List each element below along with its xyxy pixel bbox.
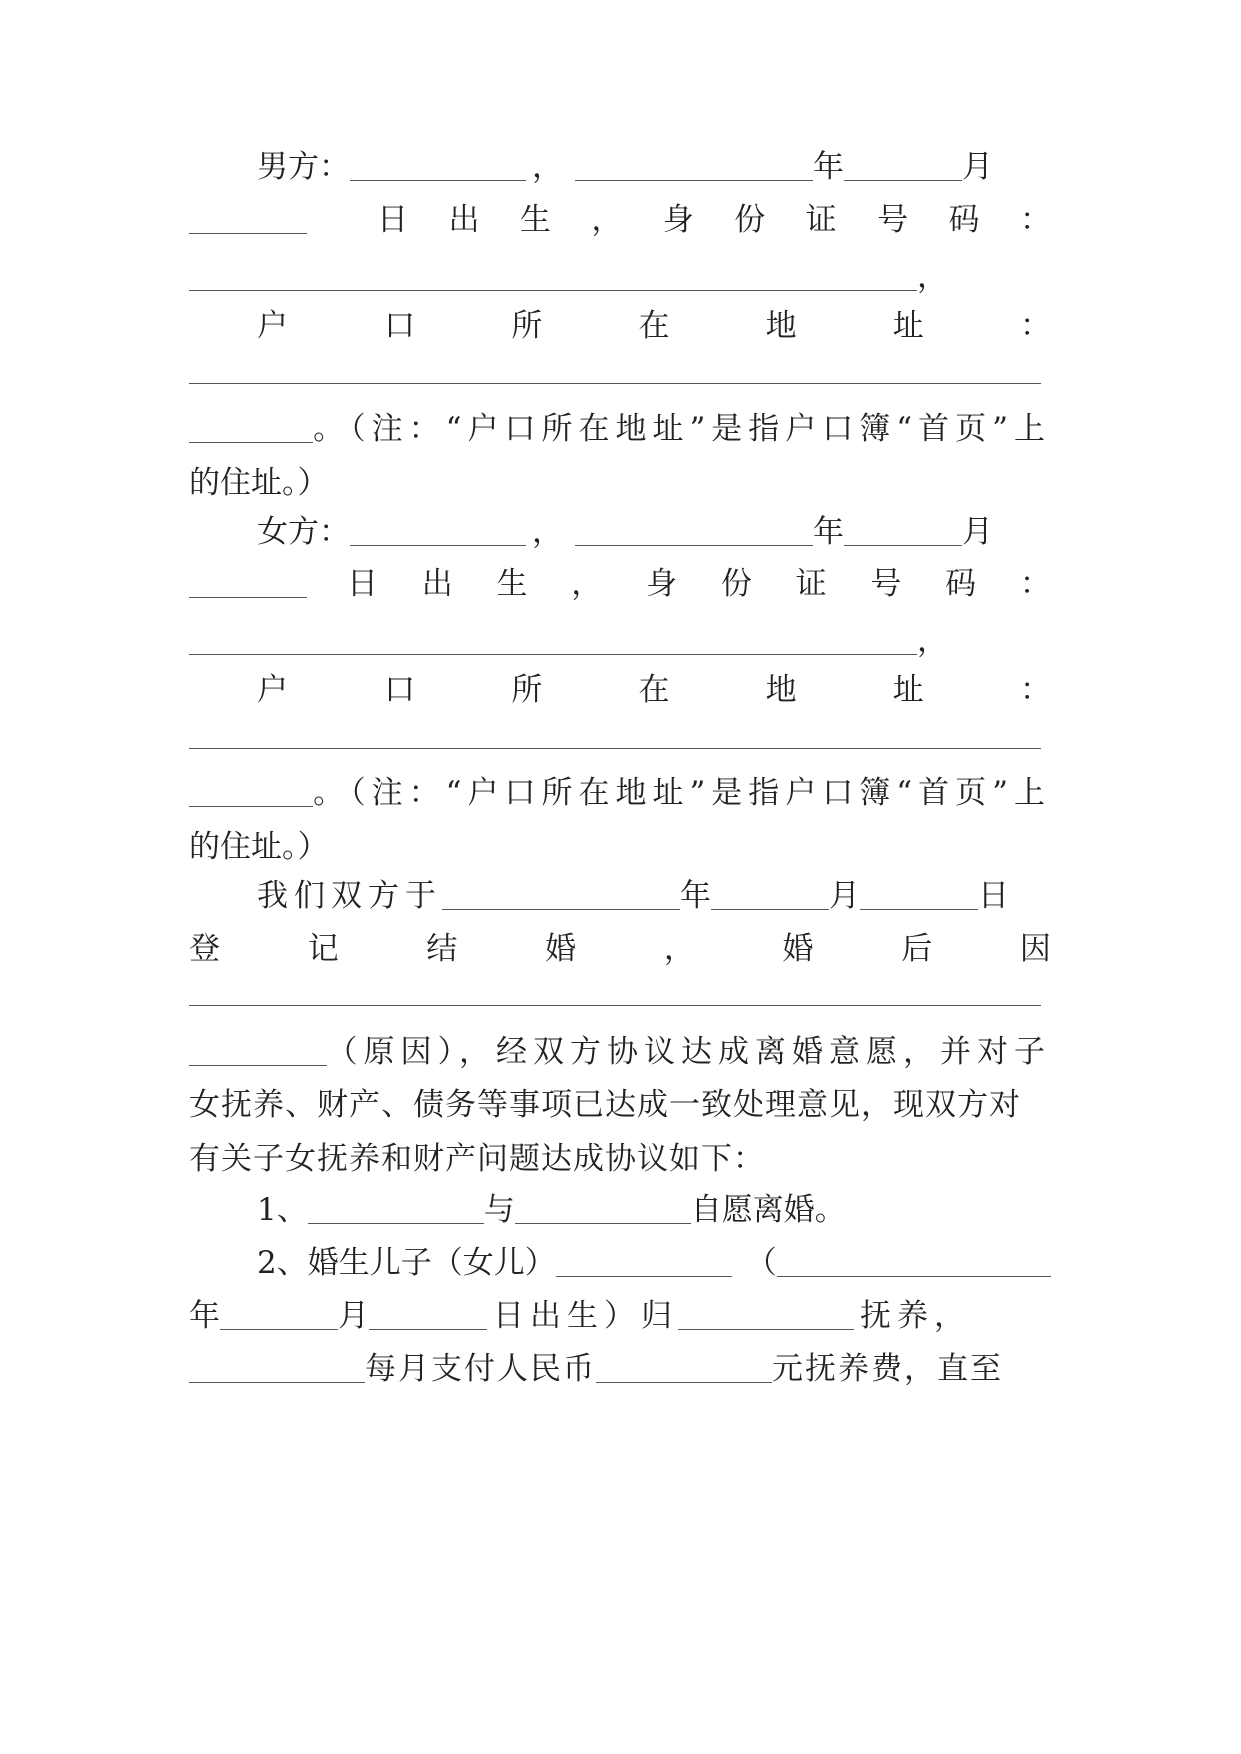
clause-1-number: 1、 xyxy=(257,1192,308,1228)
male-comma: ， xyxy=(532,149,563,185)
marriage-reason-intro xyxy=(189,920,1051,978)
female-name-blank[interactable] xyxy=(350,543,526,546)
female-month-label: 月 xyxy=(962,514,993,550)
clause-2-child-name-blank[interactable] xyxy=(556,1274,732,1277)
clause-1-with: 与 xyxy=(483,1192,515,1228)
char: ： xyxy=(1019,308,1051,344)
clause-2-raise: 抚养， xyxy=(860,1298,971,1334)
male-note-end: 的住址。） xyxy=(189,465,329,501)
male-address-end-blank[interactable] xyxy=(189,440,313,443)
clause-2-head: 2、婚生儿子（女儿） xyxy=(257,1245,556,1281)
male-year-label: 年 xyxy=(813,149,844,185)
clause-2-line-1 xyxy=(257,1234,1051,1292)
male-note-text: 。（注：“户口所在地址”是指户口簿“首页”上 xyxy=(313,411,1051,447)
marriage-line-3: 有关子女抚养和财产问题达成协议如下： xyxy=(189,1141,765,1177)
male-month-label: 月 xyxy=(962,149,993,185)
female-address-end-blank[interactable] xyxy=(189,804,313,807)
female-note-line xyxy=(189,764,1051,822)
marriage-reason-blank[interactable] xyxy=(189,1005,1041,1006)
male-address-blank[interactable] xyxy=(189,383,1041,384)
male-id-comma: ， xyxy=(917,259,948,295)
char: 记 xyxy=(307,931,339,967)
char: 身 xyxy=(646,566,678,602)
char: 结 xyxy=(426,931,458,967)
char: 日 xyxy=(377,202,408,238)
female-address-label-line xyxy=(257,661,1051,719)
char: 口 xyxy=(384,672,416,708)
char: 登 xyxy=(189,931,220,967)
female-birth-day-blank[interactable] xyxy=(189,595,307,598)
male-birth-line xyxy=(189,191,1051,249)
char: 地 xyxy=(765,672,797,708)
char: 出 xyxy=(448,202,480,238)
marriage-month-label: 月 xyxy=(829,878,860,914)
char: ： xyxy=(1019,672,1051,708)
clause-2-birth-day-blank[interactable] xyxy=(369,1327,487,1330)
marriage-reason-end-blank[interactable] xyxy=(189,1063,327,1066)
marriage-date-line xyxy=(257,867,1051,925)
char: 户 xyxy=(257,672,288,708)
male-id-blank[interactable] xyxy=(189,288,917,291)
female-note-text: 。（注：“户口所在地址”是指户口簿“首页”上 xyxy=(313,775,1051,811)
char: 所 xyxy=(511,308,543,344)
female-year-label: 年 xyxy=(813,514,844,550)
marriage-reason-line xyxy=(189,1023,1051,1081)
marriage-intro: 我们双方于 xyxy=(257,878,442,914)
clause-2-amount-blank[interactable] xyxy=(596,1380,772,1383)
male-birth-month-blank[interactable] xyxy=(844,178,962,181)
female-birth-year-blank[interactable] xyxy=(575,543,813,546)
clause-2-month: 月 xyxy=(338,1298,369,1334)
char: 址 xyxy=(892,672,924,708)
marriage-month-blank[interactable] xyxy=(711,907,829,910)
char: 婚 xyxy=(545,931,577,967)
char: 出 xyxy=(421,566,453,602)
clause-2-paren: （ xyxy=(745,1245,777,1281)
female-id-comma: ， xyxy=(917,623,948,659)
char: 生 xyxy=(496,566,528,602)
male-birth-text xyxy=(377,191,1051,249)
char: ， xyxy=(663,931,695,967)
male-name-line xyxy=(257,138,1051,196)
char: 口 xyxy=(384,308,416,344)
char: 号 xyxy=(870,566,902,602)
char: 码 xyxy=(945,566,977,602)
marriage-year-label: 年 xyxy=(680,878,711,914)
marriage-reason-text: （原因），经双方协议达成离婚意愿，并对子 xyxy=(326,1034,1051,1070)
clause-2-payer-blank[interactable] xyxy=(189,1380,365,1383)
clause-2-year: 年 xyxy=(189,1298,220,1334)
clause-1-party-a-blank[interactable] xyxy=(308,1221,484,1224)
male-label: 男方： xyxy=(257,149,350,185)
char: 所 xyxy=(511,672,543,708)
char: 号 xyxy=(877,202,909,238)
char: 户 xyxy=(257,308,288,344)
female-comma: ， xyxy=(532,514,563,550)
clause-2-fee: 元抚养费，直至 xyxy=(772,1351,1003,1387)
char: 份 xyxy=(720,566,752,602)
char: 址 xyxy=(892,308,924,344)
female-name-line xyxy=(257,503,1051,561)
male-note-line xyxy=(189,400,1051,458)
char: 在 xyxy=(638,308,670,344)
marriage-day-label: 日 xyxy=(978,878,1009,914)
char: ， xyxy=(591,202,623,238)
clause-2-birth-month-blank[interactable] xyxy=(220,1327,338,1330)
clause-1 xyxy=(257,1181,1051,1239)
male-address-label-line xyxy=(257,297,1051,355)
female-label: 女方： xyxy=(257,514,350,550)
female-birth-month-blank[interactable] xyxy=(844,543,962,546)
char: 后 xyxy=(901,931,933,967)
char: 证 xyxy=(805,202,837,238)
char: ， xyxy=(571,566,603,602)
female-address-blank[interactable] xyxy=(189,748,1041,749)
male-name-blank[interactable] xyxy=(350,178,526,181)
char: ： xyxy=(1019,566,1051,602)
char: 在 xyxy=(638,672,670,708)
female-birth-text xyxy=(347,555,1051,613)
marriage-line-2: 女抚养、财产、债务等事项已达成一致处理意见，现双方对 xyxy=(189,1087,1021,1123)
clause-2-line-3 xyxy=(189,1340,1051,1398)
female-birth-line xyxy=(189,555,1051,613)
char: 证 xyxy=(795,566,827,602)
char: 码 xyxy=(948,202,980,238)
marriage-year-blank[interactable] xyxy=(442,907,680,910)
clause-2-birth-year-blank[interactable] xyxy=(777,1274,1051,1277)
female-note-end: 的住址。） xyxy=(189,829,329,865)
clause-2-custodian-blank[interactable] xyxy=(678,1327,854,1330)
marriage-day-blank[interactable] xyxy=(860,907,978,910)
clause-2-pay: 每月支付人民币 xyxy=(365,1351,596,1387)
char: 日 xyxy=(347,566,378,602)
female-id-blank[interactable] xyxy=(189,652,917,655)
clause-1-end: 自愿离婚。 xyxy=(690,1192,846,1228)
clause-2-line-2 xyxy=(189,1287,1051,1345)
male-birth-year-blank[interactable] xyxy=(575,178,813,181)
clause-2-born: 日出生）归 xyxy=(493,1298,678,1334)
male-birth-day-blank[interactable] xyxy=(189,231,307,234)
char: 婚 xyxy=(782,931,814,967)
clause-1-party-b-blank[interactable] xyxy=(515,1221,691,1224)
char: 地 xyxy=(765,308,797,344)
char: 生 xyxy=(519,202,551,238)
char: 身 xyxy=(662,202,694,238)
char: ： xyxy=(1019,202,1051,238)
char: 因 xyxy=(1019,931,1051,967)
char: 份 xyxy=(734,202,766,238)
